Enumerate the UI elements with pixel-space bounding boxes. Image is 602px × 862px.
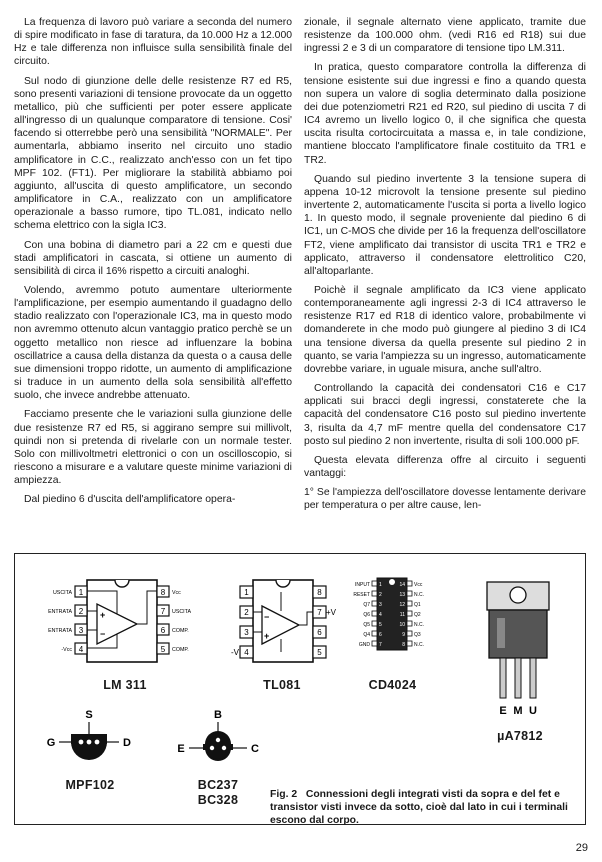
svg-text:8: 8 bbox=[317, 588, 322, 597]
svg-text:3: 3 bbox=[379, 602, 382, 608]
paragraph: In pratica, questo comparatore controlla la differenza di tensione esistente sui due ingressi e fino a quando questa non supera un valore di soglia determinato dalla posizione dei due potenziometri R21 ed R20, sul piedino di uscita 7 di IC4 avremo un livello logico 0, il che significa che questa uscita risulta cortocircuitata a massa e, in tale condizione, mantiene bloccato l'amplificatore finale costituito da TR1 e TR2. bbox=[304, 62, 586, 166]
svg-text:1: 1 bbox=[78, 588, 84, 597]
svg-text:3: 3 bbox=[78, 626, 84, 635]
svg-text:+: + bbox=[100, 610, 106, 620]
svg-text:RESET: RESET bbox=[353, 592, 370, 598]
svg-text:E: E bbox=[499, 705, 507, 717]
ua7812-label: µA7812 bbox=[497, 729, 543, 743]
svg-text:Q2: Q2 bbox=[414, 612, 421, 618]
svg-text:C: C bbox=[251, 743, 259, 755]
svg-text:-V: -V bbox=[231, 648, 239, 657]
paragraph: Facciamo presente che le variazioni sulla giunzione delle due resistenze R7 ed R5, si aggirano sempre sui millivolt, quindi non si pretenda di rivelarle con un normale tester. Solo con millivoltmetri elettronici o con un oscilloscopio, si riescono a misurare e a valutare queste minime variazioni di ampiezza. bbox=[14, 409, 292, 487]
bc237-pinout bbox=[173, 704, 263, 774]
svg-text:Q5: Q5 bbox=[363, 622, 370, 628]
svg-text:Q1: Q1 bbox=[414, 602, 421, 608]
svg-text:14: 14 bbox=[399, 582, 405, 588]
svg-text:N.C.: N.C. bbox=[414, 642, 424, 648]
svg-text:6: 6 bbox=[160, 626, 166, 635]
cd4024-label: CD4024 bbox=[368, 678, 417, 692]
tl081-label: TL081 bbox=[263, 678, 301, 692]
svg-text:9: 9 bbox=[402, 632, 405, 638]
paragraph: Sul nodo di giunzione delle delle resistenze R7 ed R5, sono presenti variazioni di tensione provocate da un oggetto metallico, più che sufficienti per poter essere applicate all'ingresso di un qualunque comparatore di tensione. Cosi' facendo si otterrebbe però una sensibilità "NORMALE". Per aumentarla, abbiamo inserito nel circuito uno stadio amplificatore in C.C., realizzato anch'esso con un fet tipo MPF 102. (FT1). Per migliorare la stabilità abbiamo poi aggiunto, all'uscita di questo amplificatore, un secondo amplificatore in C.A., realizzato con un amplificatore operazionale a basso rumore, tipo TL.081, indicato nello schema elettrico con la sigla IC3. bbox=[14, 75, 292, 232]
paragraph: La frequenza di lavoro può variare a seconda del numero di spire modificato in fase di taratura, da 10.000 Hz a 12.000 Hz e tale differenza non influisce sulla sensibilità finale del circuito. bbox=[14, 17, 292, 68]
svg-text:11: 11 bbox=[399, 612, 405, 618]
svg-text:ENTRATA: ENTRATA bbox=[48, 609, 72, 615]
mpf102-label: MPF102 bbox=[65, 778, 115, 792]
paragraph: Volendo, avremmo potuto aumentare ulteriormente l'amplificazione, per esempio aumentando il guadagno dello stadio realizzato con l'operazionale IC3, ma in questo modo non avremmo ottenuto alcun vantaggio pratico perchè se un oggetto metallico non riesce ad influenzare la bobina oscillatrice a causa della distanza da questa o a causa delle sue dimensioni troppo ridotte, un aumento di amplificazione si traduce in un aumento della sola sensibilità all'effetto suolo, che invece andrebbe attenuato. bbox=[14, 284, 292, 402]
svg-text:INPUT: INPUT bbox=[355, 582, 370, 588]
mpf102-pinout bbox=[45, 704, 135, 774]
figure-caption bbox=[270, 788, 570, 827]
paragraph: Poichè il segnale amplificato da IC3 viene applicato contemporaneamente agli ingressi 2-3 di IC4 attraverso le resistenze R17 ed R18 di identico valore, probabilmente vi domanderete in che modo può giungere al piedino 3 di IC4 una tensione diversa da quella presente sul piedino 2 in quanto, se varia l'ampiezza su un ingresso, automaticamente dovrebbe variare, in uguale misura, anche sull'altro. bbox=[304, 284, 586, 375]
svg-text:U: U bbox=[529, 705, 537, 717]
svg-text:5: 5 bbox=[160, 645, 166, 654]
svg-text:2: 2 bbox=[379, 592, 382, 598]
svg-text:7: 7 bbox=[379, 642, 382, 648]
svg-text:−: − bbox=[100, 629, 106, 639]
svg-text:+: + bbox=[264, 631, 270, 641]
cd4024-pinout bbox=[335, 574, 455, 664]
svg-text:N.C.: N.C. bbox=[414, 592, 424, 598]
svg-text:Q7: Q7 bbox=[363, 602, 370, 608]
svg-text:4: 4 bbox=[78, 645, 84, 654]
svg-text:G: G bbox=[46, 737, 56, 749]
paragraph: Quando sul piedino invertente 3 la tensione supera di appena 10-12 microvolt la tensione presente sul piedino invertente 2, automaticamente l'uscita si porta a livello logico 1. In questo modo, il segnale proveniente dal piedino 6 di IC1, un C-MOS che divide per 16 la frequenza dell'oscillatore FT2, viene amplificato dai transistor di uscita TR1 e TR2 e applicato, attraverso il condensatore elettrolitico C20, all'altoparlante. bbox=[304, 173, 586, 277]
caption-label: Fig. 2 bbox=[270, 789, 298, 800]
svg-text:Q3: Q3 bbox=[414, 632, 421, 638]
svg-text:Vcc: Vcc bbox=[414, 582, 423, 588]
svg-text:1: 1 bbox=[244, 588, 249, 597]
svg-text:13: 13 bbox=[399, 592, 405, 598]
figure-box bbox=[14, 553, 586, 825]
paragraph: Dal piedino 6 d'uscita dell'amplificatore opera- bbox=[24, 494, 236, 506]
svg-text:N.C.: N.C. bbox=[414, 622, 424, 628]
svg-text:B: B bbox=[214, 709, 222, 721]
bc237-label: BC237 bbox=[197, 778, 239, 792]
svg-text:8: 8 bbox=[402, 642, 405, 648]
svg-text:M: M bbox=[513, 705, 523, 717]
lm311-label: LM 311 bbox=[103, 678, 147, 692]
svg-text:7: 7 bbox=[160, 607, 166, 616]
paragraph: Questa elevata differenza offre al circuito i seguenti vantaggi: bbox=[304, 454, 586, 479]
page-number: 29 bbox=[575, 842, 588, 854]
svg-text:Q6: Q6 bbox=[363, 612, 370, 618]
left-text-column bbox=[14, 16, 292, 512]
svg-text:5: 5 bbox=[379, 622, 382, 628]
svg-text:4: 4 bbox=[244, 648, 249, 657]
paragraph: 1° Se l'ampiezza dell'oscillatore dovesse lentamente derivare per temperatura o per altre cause, len- bbox=[304, 487, 586, 512]
svg-text:6: 6 bbox=[317, 628, 322, 637]
svg-text:10: 10 bbox=[399, 622, 405, 628]
svg-text:GND: GND bbox=[358, 642, 370, 648]
svg-text:5: 5 bbox=[317, 648, 322, 657]
svg-text:COMP.: COMP. bbox=[172, 628, 189, 634]
svg-text:ENTRATA: ENTRATA bbox=[48, 628, 72, 634]
paragraph: zionale, il segnale alternato viene applicato, tramite due resistenze da 100.000 ohm. (vedi R16 ed R18) sui due ingressi 2 e 3 di un comparatore di tensione tipo LM.311. bbox=[304, 17, 586, 55]
paragraph: Con una bobina di diametro pari a 22 cm e questi due stadi amplificatori in cascata, si ottiene un aumento di sensibilità di circa il 16% rispetto a circuiti analoghi. bbox=[14, 239, 292, 277]
svg-text:S: S bbox=[85, 709, 93, 721]
svg-text:COMP.: COMP. bbox=[172, 647, 189, 653]
lm311-pinout bbox=[39, 576, 199, 666]
svg-text:2: 2 bbox=[244, 608, 249, 617]
svg-text:Vcc: Vcc bbox=[172, 590, 181, 596]
svg-text:1: 1 bbox=[379, 582, 382, 588]
right-text-column bbox=[304, 16, 586, 518]
svg-text:Q4: Q4 bbox=[363, 632, 370, 638]
svg-text:E: E bbox=[177, 743, 185, 755]
svg-text:6: 6 bbox=[379, 632, 382, 638]
svg-text:-Vcc: -Vcc bbox=[61, 647, 72, 653]
svg-text:+V: +V bbox=[325, 608, 337, 617]
svg-text:12: 12 bbox=[399, 602, 405, 608]
bc328-label: BC328 bbox=[197, 793, 239, 807]
paragraph: Controllando la capacità dei condensatori C16 e C17 applicati sui bracci degli ingressi, constaterete che la capacità del condensatore C16 posto sul piedino invertente 3, risulta da 4,7 mF mentre quella del condensatore C17 posto sul piedino 2 non invertente, risulta di soli 100.000 pF. bbox=[304, 383, 586, 447]
caption-text: Connessioni degli integrati visti da sopra e del fet e transistor visti invece da sotto, cioè dal lato in cui i terminali escono dal corpo. bbox=[270, 789, 568, 826]
svg-text:USCITA: USCITA bbox=[172, 609, 192, 615]
ua7812-regulator bbox=[481, 578, 561, 738]
svg-text:8: 8 bbox=[160, 588, 166, 597]
svg-text:7: 7 bbox=[317, 608, 322, 617]
tl081-pinout bbox=[227, 576, 337, 666]
svg-text:USCITA: USCITA bbox=[52, 590, 72, 596]
svg-text:3: 3 bbox=[244, 628, 249, 637]
svg-text:D: D bbox=[123, 737, 131, 749]
svg-text:−: − bbox=[264, 612, 270, 622]
svg-text:4: 4 bbox=[379, 612, 382, 618]
svg-text:2: 2 bbox=[78, 607, 84, 616]
